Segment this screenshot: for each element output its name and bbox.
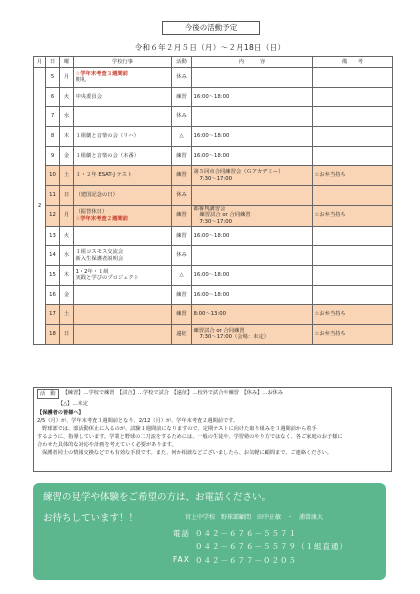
school-event-cell <box>74 166 172 186</box>
fax-number: ０４２－６７７－０２０５ <box>195 556 297 565</box>
phone-label: 電話 <box>173 529 190 538</box>
note-cell <box>313 246 393 266</box>
contact-lead-2: お待ちしています！！ <box>43 513 139 524</box>
note-cell: ☆お弁当持ち <box>313 166 393 186</box>
content-line: 16:00～18:00 <box>193 232 230 239</box>
legend-text-2: 【△】…未定 <box>58 401 88 408</box>
note-cell <box>313 87 393 107</box>
school-event-cell <box>74 146 172 166</box>
activity-cell: 練習 <box>172 305 192 325</box>
weekday-cell: 木 <box>60 127 74 147</box>
column-header: 活動 <box>172 57 192 68</box>
event-line: ☆学年末考査２週間前 <box>75 215 128 222</box>
day-cell: 10 <box>46 166 60 186</box>
day-cell: 17 <box>46 305 60 325</box>
table-row <box>34 246 393 266</box>
notice-line: 2/5（月）が、学年末考査３週間前となり、2/12（月）が、学年末考査２週間前です。 <box>37 418 239 425</box>
column-header: 月 <box>34 57 46 68</box>
weekday-cell: 金 <box>60 146 74 166</box>
content-line: 8:00～13:00 <box>193 311 226 318</box>
content-cell <box>192 87 313 107</box>
content-line: 16:00～18:00 <box>193 133 230 140</box>
school-event-cell <box>74 325 172 345</box>
day-cell: 12 <box>46 205 60 226</box>
school-event-cell <box>74 246 172 266</box>
column-header: 内 容 <box>192 57 313 68</box>
event-line: １組コスモス交流会 <box>75 249 124 256</box>
school-event-cell <box>74 205 172 226</box>
day-cell: 16 <box>46 285 60 305</box>
activity-cell: 練習 <box>172 226 192 246</box>
content-cell <box>192 266 313 286</box>
table-row <box>34 285 393 305</box>
weekday-cell: 金 <box>60 285 74 305</box>
content-cell <box>192 285 313 305</box>
note-cell <box>313 226 393 246</box>
content-cell <box>192 226 313 246</box>
event-line: 新入生保護者説明会 <box>75 255 124 262</box>
event-line: 1・2年・１組 <box>75 268 109 275</box>
activity-cell: △ <box>172 266 192 286</box>
table-row <box>34 166 393 186</box>
weekday-cell: 土 <box>60 305 74 325</box>
day-cell: 13 <box>46 226 60 246</box>
school-event-cell <box>74 87 172 107</box>
table-row <box>34 266 393 286</box>
date-range-subtitle: 令和６年２月５日（月）～２月18日（日） <box>134 43 286 52</box>
weekday-cell: 木 <box>60 266 74 286</box>
day-cell: 18 <box>46 325 60 345</box>
table-header-row <box>34 57 393 68</box>
event-line: 実践と学びのプロジェクト <box>75 275 139 282</box>
day-cell: 15 <box>46 266 60 286</box>
activity-cell: 休み <box>172 107 192 127</box>
event-line: １組劇と音楽の会（本番） <box>75 152 140 159</box>
day-cell: 9 <box>46 146 60 166</box>
school-advisors: 宮上中学校 野球部顧問 田中正敏 ・ 浦曽康大 <box>185 514 324 521</box>
month-cell: 2 <box>34 68 46 345</box>
content-cell <box>192 146 313 166</box>
school-event-cell <box>74 107 172 127</box>
day-cell: 7 <box>46 107 60 127</box>
day-cell: 8 <box>46 127 60 147</box>
notice-line: 野球部では、部活動休止に入るのが、試験１週間前になりますので、定期テストに向けた取り組みを３週間前から着手 <box>42 426 317 433</box>
content-line: 練習試合 or 合同練習 <box>193 327 245 334</box>
day-cell: 11 <box>46 186 60 206</box>
event-line: ☆学年末考査３週間前 <box>75 70 128 77</box>
phone-number-1: ０４２－６７６－５５７１ <box>195 529 297 538</box>
weekday-cell: 水 <box>60 107 74 127</box>
notice-line: するように、指導しています。学業と野球の二刀流をするためには、一般の生徒や、学習塾のやり方ではなく、各ご家庭のお子様に <box>37 434 343 441</box>
content-line: 7:30～17:00（会場：未定） <box>199 334 270 341</box>
table-row <box>34 305 393 325</box>
content-cell <box>192 246 313 266</box>
school-event-cell <box>74 266 172 286</box>
weekday-cell: 土 <box>60 166 74 186</box>
content-cell <box>192 325 313 345</box>
fax-label: FAX <box>173 555 190 564</box>
table-row <box>34 325 393 345</box>
activity-cell: 練習 <box>172 205 192 226</box>
content-line: 16:00～18:00 <box>193 93 230 100</box>
content-line: 16:00～18:00 <box>193 291 230 298</box>
event-line: 中央委員会 <box>75 93 102 100</box>
content-line: 16:00～18:00 <box>193 152 230 159</box>
event-line: （建国記念の日） <box>75 192 118 199</box>
content-line: 7:30～17:00 <box>199 219 232 226</box>
table-row <box>34 127 393 147</box>
content-cell <box>192 205 313 226</box>
content-cell <box>192 107 313 127</box>
content-cell <box>192 68 313 88</box>
content-line: 都審判講習会 <box>193 205 226 212</box>
table-row <box>34 87 393 107</box>
content-cell <box>192 186 313 206</box>
table-row <box>34 107 393 127</box>
event-line: 朝礼 <box>75 77 87 84</box>
column-header: 曜 <box>60 57 74 68</box>
content-cell <box>192 127 313 147</box>
content-line: 7:30～17:00 <box>199 175 232 182</box>
day-cell: 5 <box>46 68 60 88</box>
weekday-cell: 火 <box>60 226 74 246</box>
notice-line: 合わせた具体的な対応や計画を考えていく必要があります。 <box>37 442 177 449</box>
activity-cell: 休み <box>172 246 192 266</box>
table-row <box>34 205 393 226</box>
note-cell <box>313 127 393 147</box>
contact-box <box>33 483 386 580</box>
activity-cell: 遠征 <box>172 325 192 345</box>
content-line: 第５回市合同練習会（Ｇアカデミー） <box>193 169 284 176</box>
activity-cell: 休み <box>172 186 192 206</box>
activity-legend <box>34 388 391 400</box>
notice-line: 保護者同士の情報交換などでも有効な手段です。また、何か相談などございましたら、お気軽に顧問まで、ご連絡ください。 <box>42 450 332 457</box>
event-line: １組劇と音楽の会（リハ） <box>75 133 139 140</box>
weekday-cell: 水 <box>60 246 74 266</box>
content-line: 練習試合 or 合同練習 <box>199 212 251 219</box>
day-cell: 6 <box>46 87 60 107</box>
legend-text: 【練習】…学校で練習 【試合】…学校で試合 【遠征】…校外で試合や練習 【休み】…お休み <box>62 390 284 396</box>
activity-cell: 練習 <box>172 87 192 107</box>
parent-notice <box>34 409 391 457</box>
day-cell: 14 <box>46 246 60 266</box>
phone-number-2: ０４２－６７６－５５７９（１組直通） <box>195 542 348 551</box>
activity-cell: 練習 <box>172 166 192 186</box>
school-event-cell <box>74 68 172 88</box>
weekday-cell: 火 <box>60 87 74 107</box>
column-header: 日 <box>46 57 60 68</box>
note-cell <box>313 266 393 286</box>
content-line: 16:00～18:00 <box>193 272 230 279</box>
note-cell <box>313 146 393 166</box>
notice-heading: 【保護者の皆様へ】 <box>37 410 84 417</box>
activity-cell: 休み <box>172 68 192 88</box>
table-row <box>34 146 393 166</box>
activity-cell: 練習 <box>172 146 192 166</box>
activity-cell: 練習 <box>172 285 192 305</box>
school-event-cell <box>74 305 172 325</box>
note-cell: ☆お弁当持ち <box>313 205 393 226</box>
weekday-cell: 月 <box>60 205 74 226</box>
note-cell: ☆お弁当持ち <box>313 325 393 345</box>
content-cell <box>192 166 313 186</box>
table-row <box>34 68 393 88</box>
event-line: １・２年 ESAT-J テスト <box>75 172 133 179</box>
table-row <box>34 226 393 246</box>
legend-and-notice <box>33 387 392 472</box>
note-cell <box>313 186 393 206</box>
weekday-cell: 月 <box>60 68 74 88</box>
table-row <box>34 186 393 206</box>
school-event-cell <box>74 186 172 206</box>
contact-lead: 練習の見学や体験をご希望の方は、お電話ください。 <box>43 492 272 503</box>
note-cell <box>313 285 393 305</box>
schedule-table <box>33 56 393 345</box>
note-cell <box>313 68 393 88</box>
school-event-cell <box>74 226 172 246</box>
note-cell <box>313 107 393 127</box>
activity-cell: △ <box>172 127 192 147</box>
content-cell <box>192 305 313 325</box>
legend-tag: 活 動 <box>37 389 59 399</box>
weekday-cell: 日 <box>60 186 74 206</box>
column-header: 学校行事 <box>74 57 172 68</box>
school-event-cell <box>74 285 172 305</box>
page-title: 今後の活動予定 <box>162 21 260 35</box>
school-event-cell <box>74 127 172 147</box>
column-header: 備 考 <box>313 57 393 68</box>
note-cell: ☆お弁当持ち <box>313 305 393 325</box>
event-line: （振替休日） <box>75 209 108 216</box>
weekday-cell: 日 <box>60 325 74 345</box>
